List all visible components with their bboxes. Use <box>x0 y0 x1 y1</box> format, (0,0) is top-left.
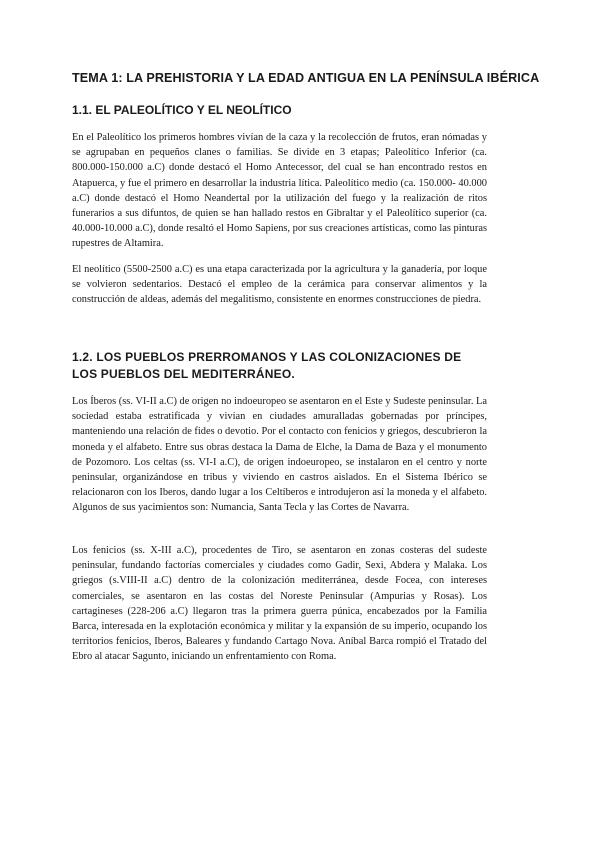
paragraph-neolitico: El neolítico (5500-2500 a.C) es una etapa caracterizada por la agricultura y la ganadería, por loque se volvieron sedentarios. Destacó el empleo de la cerámica para conservar alimentos y la construcción de aldeas, además del megalitismo, consistente en enormes construcciones de piedra. <box>72 264 487 306</box>
paragraph-iberos-celtas: Los Íberos (ss. VI-II a.C) de origen no indoeuropeo se asentaron en el Este y Sudeste peninsular. La sociedad estaba estratificada y vivían en ciudades amuralladas gobernadas por príncipes, manteniendo una relación de fides o devotio. Por el contacto con fenicios y griegos, descubrieron la moneda y el alfabeto. Entre sus obras destaca la Dama de Elche, la Dama de Baza y el monumento de Pozomoro. Los celtas (ss. VI-I a.C), de origen indoeuropeo, se instalaron en el centro y norte peninsular, organizándose en tribus y viviendo en castros aislados. En el Sistema Ibérico se relacionaron con los Iberos, dando lugar a los Celtíberos e introdujeron así la moneda y el alfabeto. Algunos de sus yacimientos son: Numancia, Santa Tecla y las Cortes de Navarra. <box>72 396 487 514</box>
document-title: TEMA 1: LA PREHISTORIA Y LA EDAD ANTIGUA EN LA PENÍNSULA IBÉRICA <box>72 71 540 85</box>
paragraph-paleolitico: En el Paleolítico los primeros hombres vivían de la caza y la recolección de frutos, eran nómadas y se agrupaban en pequeños clanes o familias. Se divide en 3 etapas; Paleolítico Inferior (ca. 800.000-150.000 a.C) donde destacó el Homo Antecessor, del cual se han encontrado restos en Atapuerca, y fue el primero en desarrollar la industria lítica. Paleolítico medio (ca. 150.000- 40.000 a.C) donde destacó el Homo Neandertal por la utilización del fuego y la realización de ritos funerarios a sus difuntos, de quien se han hallado restos en Gibraltar y el Paleolítico superior (ca. 40.000-10.000 a.C), donde resaltó el Homo Sapiens, por sus creaciones artísticas, como las pinturas rupestres de Altamira. <box>72 132 487 250</box>
section-heading-paleolitico: 1.1. EL PALEOLÍTICO Y EL NEOLÍTICO <box>72 103 292 117</box>
paragraph-colonizaciones: Los fenicios (ss. X-III a.C), procedentes de Tiro, se asentaron en zonas costeras del sudeste peninsular, fundando factorías comerciales y ciudades como Gadir, Sexi, Abdera y Malaka. Los griegos (s.VIII-II a.C) dentro de la colonización mediterránea, desde Focea, con intereses comerciales, se asentaron en las costas del Noreste Peninsular (Ampurias y Rosas). Los cartagineses (228-206 a.C) llegaron tras la primera guerra púnica, encabezados por la Familia Barca, interesada en la explotación económica y militar y la expansión de su imperio, ocupando los territorios fenicios, Iberos, Baleares y fundando Cartago Nova. Aníbal Barca rompió el Tratado del Ebro al atacar Sagunto, iniciando un enfrentamiento con Roma. <box>72 545 487 663</box>
section-heading-pueblos: 1.2. LOS PUEBLOS PRERROMANOS Y LAS COLONIZACIONES DE LOS PUEBLOS DEL MEDITERRÁNEO. <box>72 350 462 381</box>
